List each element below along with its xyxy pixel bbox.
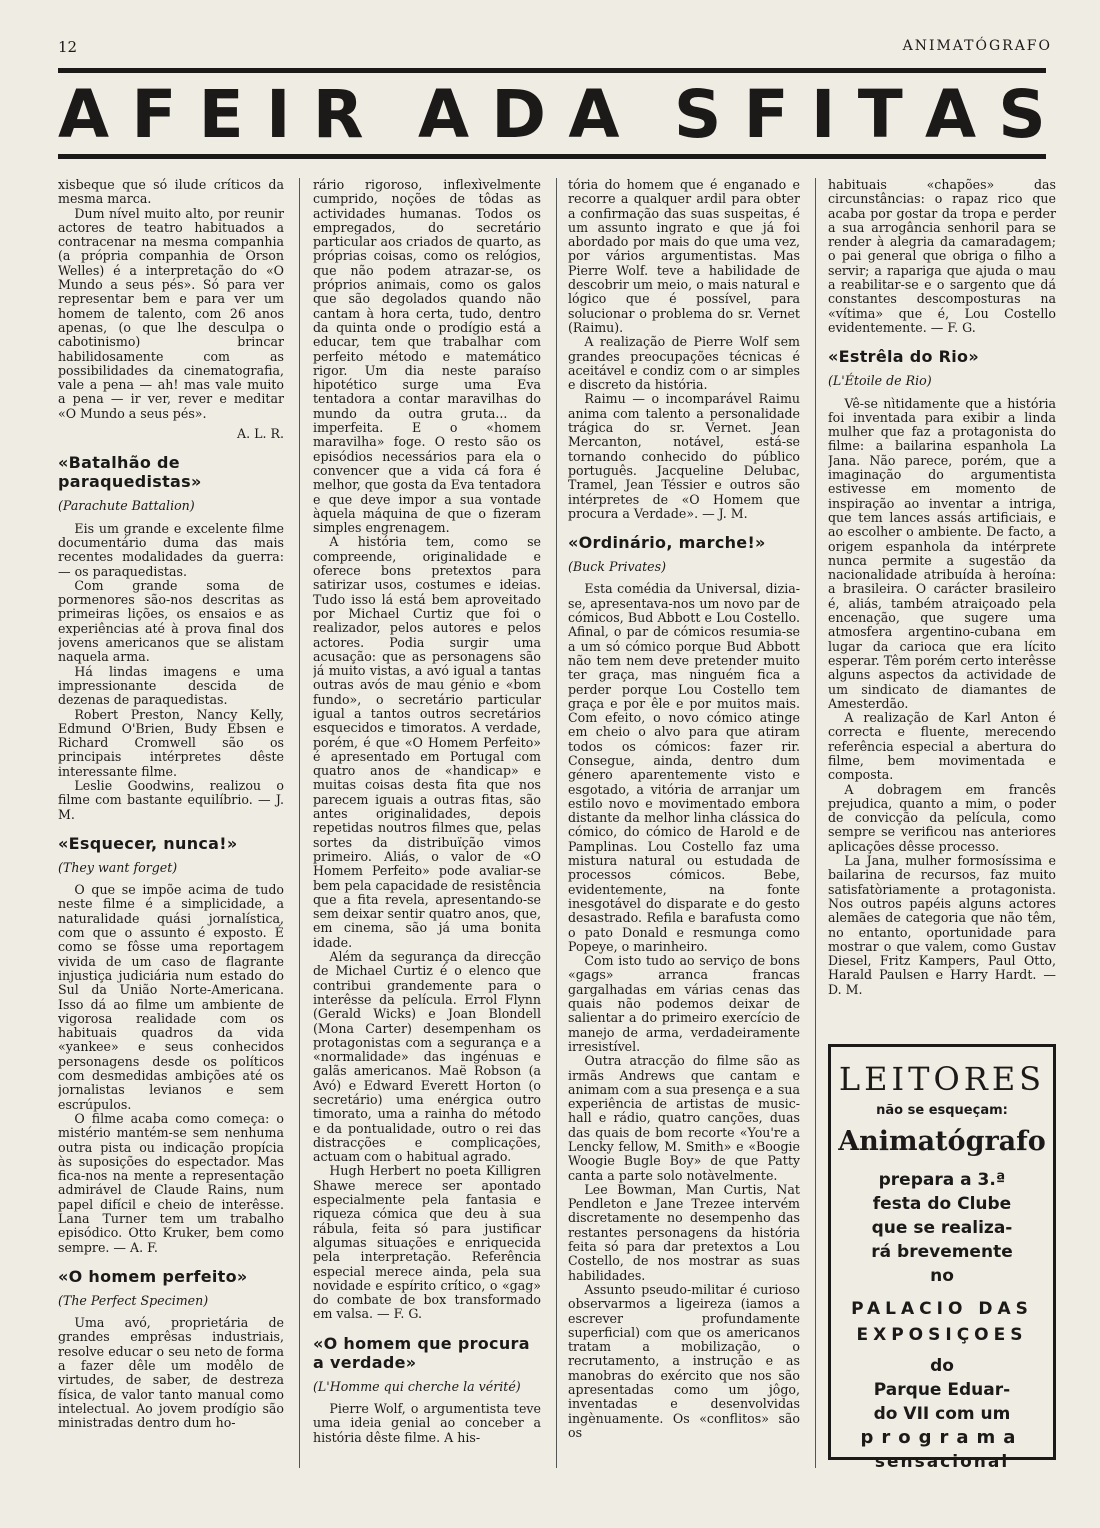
headline-letter: I [810, 76, 836, 153]
headline-letter: S [998, 76, 1046, 153]
headline-letter: A [417, 76, 470, 153]
paragraph: Pierre Wolf, o argumentista teve uma ideia genial ao conceber a história dêste filme. A his- [313, 1401, 541, 1445]
original-title: (L'Homme qui cherche la vérité) [313, 1378, 521, 1394]
original-title: (Parachute Battalion) [58, 498, 195, 514]
paragraph: tória do homem que é enganado e recorre a qualquer ardil para obter a confirmação das suas suspeitas, é um assunto ingrato e que já foi abordado por mais do que uma vez, por vários argumentistas. Mas Pierre Wolf. teve a habilidade de descobrir um meio, o mais natural e lógico que é possível, para solucionar o problema do sr. Vernet (Raimu). [568, 178, 800, 335]
top-rule [58, 68, 1046, 73]
headline-letter: E [198, 76, 244, 153]
headline-letter: D [491, 76, 547, 153]
ad-sensacional: sensacional [874, 1452, 1010, 1472]
headline-letter: F [743, 76, 789, 153]
ad-line: Parque Eduar- [873, 1380, 1011, 1400]
ad-line: prepara a 3.ª [878, 1170, 1006, 1190]
ad-magazine-name: Animatógrafo [838, 1126, 1046, 1157]
paragraph: habituais «chapões» das circunstâncias: o rapaz rico que acaba por gostar da tropa e perder a sua arrogância senhoril para se render à alegria da camaradagem; o pai general que obriga o filho a servir; a rapariga que ajuda o mau a reabilitar-se e o sargento que dá constantes descomposturas na «vítima» que é, Lou Costello evidentemente. — F. G. [828, 178, 1056, 335]
review-title: «O homem que procura a verdade» [313, 1333, 530, 1372]
paragraph: Eis um grande e excelente filme documentário duma das mais recentes modalidades da guerra: — os paraquedistas. [58, 520, 284, 579]
ad-programa: programa [860, 1427, 1024, 1448]
ad-line: rá brevemente [871, 1242, 1013, 1262]
paragraph: Há lindas imagens e uma impressionante descida de dezenas de paraquedistas. [58, 663, 284, 708]
paragraph: O que se impõe acima de tudo neste filme é a simplicidade, a naturalidade quási jornalística, com que o assunto é exposto. É como se fôsse uma reportagem vivida de um caso de flagrante injustiça judiciária num estado do Sul da União Norte-Americana. Isso dá ao filme um ambiente de vigorosa realidade com os habituais quadros da vida «yankee» e seus conhecidos personagens desde os políticos com desmedidas ambições até os jornalistas levianos e sem escrúpulos. [58, 882, 284, 1112]
original-title: (L'Étoile de Rio) [828, 373, 932, 389]
ad-tail [874, 1354, 1011, 1426]
paragraph: Leslie Goodwins, realizou o filme com bastante equilíbrio. — J. M. [58, 777, 284, 822]
review-title: «Ordinário, marche!» [568, 533, 766, 553]
paragraph: Além da segurança da direcção de Michael Curtiz é o elenco que contribui grandemente para o interêsse da película. Errol Flynn (Gerald Wicks) e Joan Blondell (Mona Carter) desempenham os protagonistas com a segurança e a «normalidade» das ingénuas e galãs americanos. Maë Robson (a Avó) e Edward Everett Horton (o secretário) uma enérgica outro timorato, uma a rainha do método e da pontualidade, outro o rei das distracções e complicações, actuam com o habitual agrado. [313, 949, 541, 1165]
ad-subtitle: não se esqueçam: [876, 1103, 1008, 1118]
column-4 [828, 178, 1056, 1038]
headline [58, 78, 1046, 152]
paragraph: Outra atracção do filme são as irmãs Andrews que cantam e animam com a sua presença e a sua experiência de artistas de music-hall e rádio, quatro canções, duas das quais de bom recorte «You're a Lencky fellow, M. Smith» e «Boogie Woogie Bugle Boy» de que Patty canta a parte solo notàvelmente. [568, 1053, 800, 1183]
headline-letter: R [312, 76, 364, 153]
original-title: (Buck Privates) [568, 559, 667, 575]
column-divider [299, 178, 300, 1468]
paragraph: O filme acaba como começa: o mistério mantém-se sem nenhuma outra pista ou indicação propícia às suposições do espectador. Mas fica-nos na mente a representação admirável de Claude Rains, num papel difícil e cheio de interêsse. Lana Turner tem um trabalho episódico. Otto Kruker, bem como sempre. — A. F. [58, 1110, 284, 1255]
headline-letter: A [568, 76, 620, 153]
bottom-rule [58, 154, 1046, 159]
column-2 [313, 178, 541, 1478]
headline-letter: A [924, 76, 977, 153]
review-title: «Batalhão de paraquedistas» [58, 453, 202, 492]
headline-letter: I [265, 76, 291, 153]
paragraph: xisbeque que só ilude críticos da mesma marca. [58, 178, 284, 207]
headline-letter: A [58, 76, 110, 153]
paragraph: Uma avó, proprietária de grandes emprêsas industriais, resolve educar o seu neto de forma a fazer dêle um modêlo de virtudes, de saber, de destreza física, de valor tanto manual como intelectual. Ao jovem prodígio são ministradas dentro dum ho- [58, 1315, 284, 1431]
ad-venue [851, 1296, 1033, 1348]
advertisement-box [828, 1044, 1056, 1472]
ad-venue-line: PALACIO DAS [851, 1299, 1033, 1319]
ad-line: do [930, 1356, 954, 1376]
paragraph: Hugh Herbert no poeta Killigren Shawe merece ser apontado especialmente pela fantasia e riqueza cómica que deu à sua rábula, feita só para justificar algumas situações e enriquecida pela interpretação. Referência especial merece ainda, pela sua novidade e espírito crítico, o «gag» do combate de box transformado em valsa. — F. G. [313, 1163, 541, 1322]
paragraph: Lee Bowman, Man Curtis, Nat Pendleton e Jane Trezee intervém discretamente no desempenho das restantes personagens da história feita só para dar pretextos a Lou Costello, de nos mostrar as suas habilidades. [568, 1181, 800, 1283]
paragraph: La Jana, mulher formosíssima e bailarina de recursos, faz muito satisfatòriamente a protagonista. Nos outros papéis alguns actores alemães de categoria que não têm, no entanto, oportunidade para mostrar o que valem, como Gustav Diesel, Fritz Kampers, Paul Otto, Harald Paulsen e Harry Hardt. — D. M. [828, 853, 1056, 997]
review-title: «O homem perfeito» [58, 1266, 248, 1286]
paragraph: Com isto tudo ao serviço de bons «gags» arranca francas gargalhadas em várias cenas das quais não podemos deixar de salientar a do primeiro exercício de manejo de arma, verdadeiramente irresistível. [568, 953, 800, 1054]
paragraph: A dobragem em francês prejudica, quanto a mim, o poder de convicção da película, como sempre se verificou nas anteriores aplicações dêsse processo. [828, 781, 1056, 854]
paragraph: Dum nível muito alto, por reunir actores de teatro habituados a contracenar na mesma companhia (a própria companhia de Orson Welles) é a interpretação do «O Mundo a seus pés». Só para ver representar bem e para ver um homem de talento, com 26 anos apenas, (o que lhe desculpa o cabotinismo) brincar habilidosamente com as possibilidades da cinematografia, vale a pena — ah! mas vale muito a pena — ir ver, rever e meditar «O Mundo a seus pés». [58, 205, 284, 421]
headline-letter: S [673, 76, 722, 153]
column-divider [556, 178, 557, 1468]
column-divider [815, 178, 816, 1468]
paragraph: Com grande soma de pormenores são-nos descritas as primeiras lições, os ensaios e as experiências até à prova final dos jovens americanos que se alistam naquela arma. [58, 577, 284, 665]
ad-venue-line: EXPOSIÇOES [856, 1325, 1028, 1345]
ad-title: LEITORES [838, 1060, 1046, 1098]
original-title: (The Perfect Specimen) [58, 1292, 209, 1308]
paragraph: Vê-se nìtidamente que a história foi inventada para exibir a linda mulher que faz a protagonista do filme: a bailarina espanhola La Jana. Não parece, porém, que a imaginação do argumentista estivesse em momento de inspiração ao inventar a intriga, que tem lances assás artificiais, e ao escolher o ambiente. De facto, a origem espanhola da intérprete nunca permite a sugestão da nacionalidade atribuída à heroína: a brasileira. O carácter brasileiro é, aliás, também atraiçoado pela encenação, que sugere uma atmosfera argentino-cubana em lugar da carioca que era lícito esperar. Têm porém certo interêsse alguns aspectos da actividade de um sindicato de diamantes de Amesterdão. [828, 395, 1056, 711]
ad-body [871, 1168, 1012, 1288]
magazine-name: ANIMATÓGRAFO [902, 38, 1052, 54]
paragraph: Robert Preston, Nancy Kelly, Edmund O'Brien, Budy Ebsen e Richard Cromwell são os principais intérpretes dêste interessante filme. [58, 706, 284, 779]
paragraph: Raimu — o incomparável Raimu anima com talento a personalidade trágica do sr. Vernet. Jean Mercanton, notável, está-se tornando conhecido do público português. Jacqueline Delubac, Tramel, Jean Téssier e outros são intérpretes de «O Homem que procura a Verdade». — J. M. [568, 391, 800, 521]
paragraph: A história tem, como se compreende, originalidade e oferece bons pretextos para satirizar usos, costumes e ideias. Tudo isso lá está bem aproveitado por Michael Curtiz que foi o realizador, pelos autores e pelos actores. Podia surgir uma acusação: que as personagens são já muito vistas, a avó igual a tantas outras avós de mau génio e «bom fundo», o secretário particular igual a tantos outros secretários esquecidos e timoratos. A verdade, porém, é que «O Homem Perfeito» é apresentado em Portugal com quatro anos de «handicap» e muitas coisas desta fita que nos parecem iguais a outras fitas, são antes originalidades, depois repetidas noutros filmes que, pelas sortes da distribuïção vimos primeiro. Aliás, o valor de «O Homem Perfeito» pode avaliar-se bem pela capacidade de resistência que a fita revela, apresentando-se sem deixar sentir quatro anos, que, em cinema, são já uma bonita idade. [313, 534, 541, 950]
headline-letter: F [131, 76, 177, 153]
ad-line: que se realiza- [871, 1218, 1013, 1238]
paragraph: rário rigoroso, inflexìvelmente cumprido, noções de tôdas as actividades humanas. Todos os empregados, do secretário particular aos criados de quarto, as próprias coisas, como os relógios, que não podem atrazar-se, os próprios animais, como os galos que são degolados quando não cantam à hora certa, tudo, dentro da quinta onde o prodígio está a educar, tem que trabalhar com perfeito método e matemático rigor. Um dia neste paraíso hipotético surge uma Eva tentadora a contar maravilhas do mundo da outra gruta... da imperfeita. E o «homem maravilha» foge. O resto são os episódios necessários para ela o convencer que a vida cá fora é melhor, que gosta da Eva tentadora e que deve impor a sua vontade àquela máquina de que o fizeram simples engrenagem. [313, 178, 541, 536]
page-number: 12 [58, 38, 78, 56]
ad-line: do VII com um [873, 1404, 1011, 1424]
headline-letter: T [857, 76, 903, 153]
paragraph: Esta comédia da Universal, dizia-se, apresentava-nos um novo par de cómicos, Bud Abbott e Lou Costello. Afinal, o par de cómicos resumia-se a um só cómico porque Bud Abbott não tem nem deve pretender muito ter graça, mas ninguém fica a perder porque Lou Costello tem graça e por êle e por muitos mais. Com efeito, o novo cómico atinge em cheio o alvo para que atiram todos os cómicos: fazer rir. Consegue, ainda, dentro dum género aparentemente visto e esgotado, a vitória de arranjar um estilo novo e movimentado embora distante da melhor linha clássica do cómico, do cómico de Harold e de Pamplinas. Lou Costello faz uma mistura natural ou estudada de processos cómicos. Bebe, evidentemente, na fonte inesgotável do disparate e do gesto desastrado. Refila e barafusta como o pato Donald e resmunga como Popeye, o marinheiro. [568, 581, 800, 954]
column-1 [58, 178, 284, 1478]
paragraph: Assunto pseudo-militar é curioso observarmos a ligeireza (iamos a escrever profundamente superficial) com que os americanos tratam a mobilização, o recrutamento, a instrução e as manobras do exército que nos são apresentadas como um jôgo, inventadas e desenvolvidas ingènuamente. Os «conflitos» são os [568, 1281, 800, 1440]
ad-line: no [930, 1266, 954, 1286]
review-title: «Esquecer, nunca!» [58, 833, 238, 853]
review-title: «Estrêla do Rio» [828, 347, 979, 367]
column-3 [568, 178, 800, 1478]
author-signature: A. L. R. [237, 426, 284, 442]
original-title: (They want forget) [58, 859, 178, 875]
paragraph: A realização de Karl Anton é correcta e fluente, merecendo referência especial a abertura do filme, bem movimentada e composta. [828, 710, 1056, 783]
ad-line: festa do Clube [872, 1194, 1012, 1214]
paragraph: A realização de Pierre Wolf sem grandes preocupações técnicas é aceitável e condiz com o ar simples e discreto da história. [568, 334, 800, 393]
